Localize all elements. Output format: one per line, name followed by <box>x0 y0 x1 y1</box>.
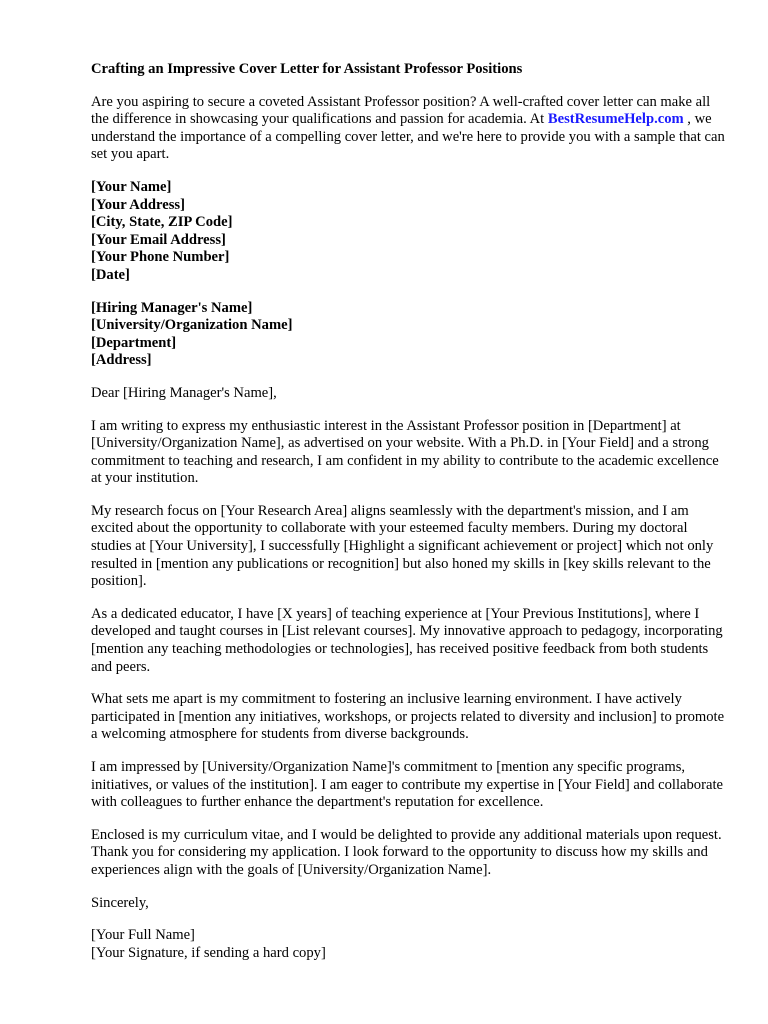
sender-city-state-zip: [City, State, ZIP Code] <box>91 214 233 231</box>
salutation: Dear [Hiring Manager's Name], <box>91 384 277 401</box>
body-paragraph-institution: I am impressed by [University/Organization Name]'s commitment to [mention any specific programs, initiatives, or values of the institution]. I am eager to contribute my expertise in [Your Field] and collaborate with colleagues to further enhance the department's reputation for excellence. <box>91 759 723 811</box>
recipient-organization: [University/Organization Name] <box>91 317 293 334</box>
recipient-department: [Department] <box>91 334 177 351</box>
intro-paragraph <box>91 94 731 164</box>
recipient-address: [Address] <box>91 352 152 369</box>
signature-full-name: [Your Full Name] <box>91 927 195 944</box>
body-paragraph-teaching: As a dedicated educator, I have [X years] of teaching experience at [Your Previous Institutions], where I developed and taught courses in [List relevant courses]. My innovative approach to pedagogy, incorporating [mention any teaching methodologies or technologies], has received positive feedback from both students and peers. <box>91 605 723 675</box>
bestresumehelp-link[interactable]: BestResumeHelp.com <box>547 111 684 128</box>
intro-text-before-link: Are you aspiring to secure a coveted Assistant Professor position? A well-crafted cover letter can make all the difference in showcasing your qualifications and passion for academia. At <box>91 93 711 128</box>
letter-date: [Date] <box>91 266 130 283</box>
body-paragraph-research: My research focus on [Your Research Area] aligns seamlessly with the department's mission, and I am excited about the opportunity to collaborate with your esteemed faculty members. During my doctoral studies at [Your University], I successfully [Highlight a significant achievement or project] which not only resulted in [mention any publications or recognition] but also honed my skills in [key skills relevant to the position]. <box>91 502 714 590</box>
body-paragraph-inclusion: What sets me apart is my commitment to fostering an inclusive learning environment. I have actively participated in [mention any initiatives, workshops, or projects related to diversity and inclusion] to promote a welcoming atmosphere for students from diverse backgrounds. <box>91 691 725 743</box>
closing-line: Sincerely, <box>91 894 149 911</box>
sender-phone: [Your Phone Number] <box>91 249 230 266</box>
body-paragraph-interest: I am writing to express my enthusiastic interest in the Assistant Professor position in [Department] at [University/Organization Name], as advertised on your website. With a Ph.D. in [Your Field] and a strong commitment to teaching and research, I am confident in my ability to contribute to the academic excellence at your institution. <box>91 417 719 487</box>
body-paragraph-closing: Enclosed is my curriculum vitae, and I would be delighted to provide any additional materials upon request. Thank you for considering my application. I look forward to the opportunity to discuss how my skills and experiences align with the goals of [University/Organization Name]. <box>91 826 722 878</box>
recipient-address-block <box>91 300 731 370</box>
recipient-name: [Hiring Manager's Name] <box>91 299 253 316</box>
signature-block <box>91 927 731 962</box>
sender-address-block <box>91 179 731 285</box>
intro-text-after-link: , we understand the importance of a compelling cover letter, and we're here to provide you with a sample that can set you apart. <box>91 111 725 163</box>
signature-hard-copy-note: [Your Signature, if sending a hard copy] <box>91 944 326 961</box>
sender-address: [Your Address] <box>91 196 185 213</box>
document-title: Crafting an Impressive Cover Letter for Assistant Professor Positions <box>91 61 523 77</box>
sender-name: [Your Name] <box>91 178 172 195</box>
sender-email: [Your Email Address] <box>91 231 226 248</box>
document-page <box>91 61 731 962</box>
